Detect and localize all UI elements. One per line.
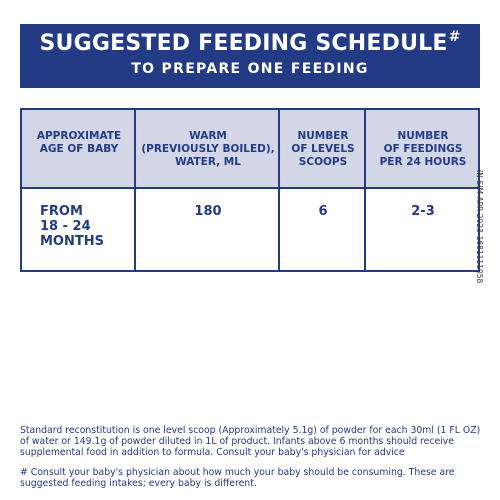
header-scoops-line2: OF LEVELS [291, 143, 355, 155]
header-water-line1: WARM [189, 130, 227, 142]
header-age-line2: AGE OF BABY [39, 143, 119, 155]
cell-feedings: 2-3 [411, 204, 435, 219]
title-banner [20, 24, 480, 88]
header-feedings-line2: OF FEEDINGS [383, 143, 463, 155]
cell-age-line1: FROM [40, 204, 83, 219]
footnotes [20, 425, 482, 497]
side-code-text: IN-SIM-APR-2023-1681111058 [475, 170, 484, 284]
cell-water: 180 [194, 204, 222, 219]
header-water-line2: (PREVIOUSLY BOILED), [141, 143, 275, 155]
header-feedings-line3: PER 24 HOURS [379, 156, 467, 168]
header-age [22, 110, 136, 188]
header-feedings [366, 110, 480, 188]
physician-footnote: # Consult your baby's physician about how much your baby should be consuming. These are suggested feeding intakes; every baby is different. [20, 466, 455, 489]
header-age-line1: APPROXIMATE [36, 130, 122, 142]
banner-title [20, 31, 480, 56]
header-water-line3: WATER, ML [175, 156, 241, 168]
header-scoops-line1: NUMBER [297, 130, 349, 142]
table-row-divider [22, 187, 478, 189]
cell-age [22, 188, 136, 272]
header-scoops [280, 110, 366, 188]
cell-scoops: 6 [318, 204, 328, 219]
banner-title-text: SUGGESTED FEEDING SCHEDULE [39, 31, 448, 56]
cell-age-line2: 18 - 24 MONTHS [40, 219, 104, 249]
table-column-divider [134, 110, 136, 270]
reconstitution-note: Standard reconstitution is one level scoop (Approximately 5.1g) of powder for each 30ml (1 FL OZ) of water or 149.1g of powder diluted in 1L of product. Infants above 6 months should receive supplemental food in addition to formula. Consult your baby's physician for advice [20, 425, 481, 459]
header-scoops-line3: SCOOPS [298, 156, 348, 168]
header-feedings-line1: NUMBER [397, 130, 449, 142]
table-column-divider [364, 110, 366, 270]
banner-subtitle: TO PREPARE ONE FEEDING [131, 61, 369, 77]
title-footnote-mark: # [448, 29, 461, 45]
header-water [136, 110, 280, 188]
feeding-table [20, 108, 480, 272]
table-column-divider [278, 110, 280, 270]
